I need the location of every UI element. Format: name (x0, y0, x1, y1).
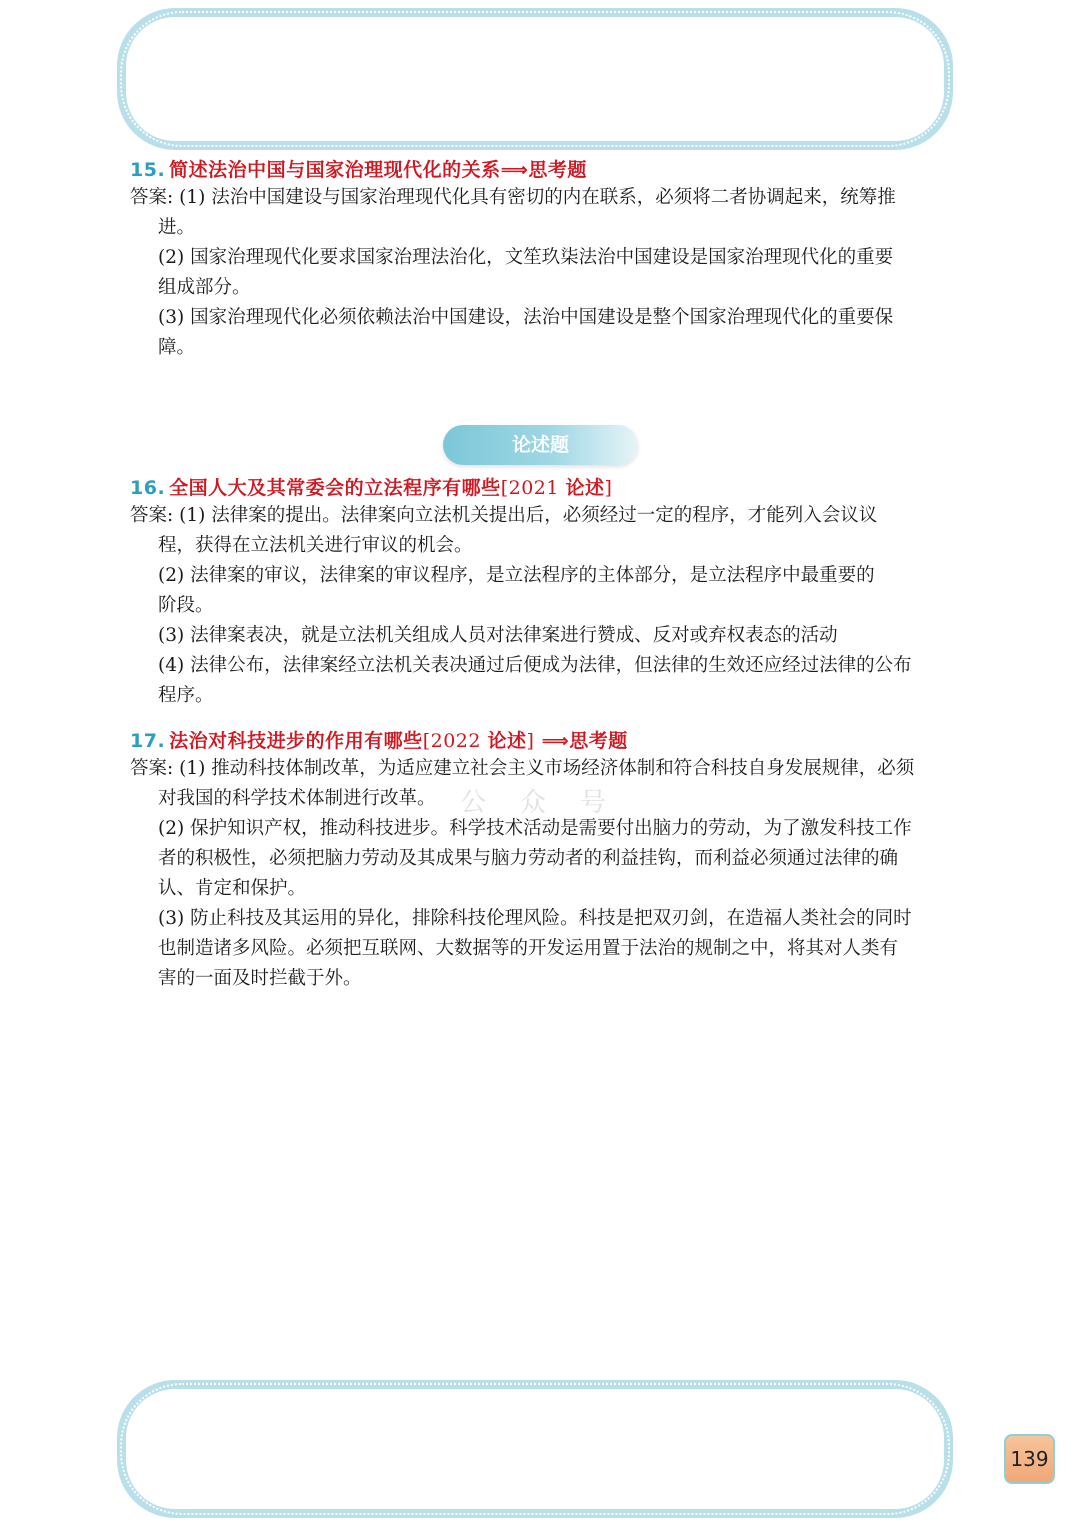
answer-line: (2) 法律案的审议，法律案的审议程序，是立法程序的主体部分，是立法程序中最重要的 (158, 565, 875, 586)
answer-line: 认、肯定和保护。 (158, 878, 307, 899)
answer-line: 进。 (158, 217, 196, 238)
answer-line: 程，获得在立法机关进行审议的机会。 (158, 535, 473, 556)
question-text: 简述法治中国与国家治理现代化的关系⟹思考题 (169, 159, 587, 181)
answer-line: 程序。 (158, 685, 214, 706)
answer-line: 者的积极性，必须把脑力劳动及其成果与脑力劳动者的利益挂钩，而利益必须通过法律的确 (158, 848, 899, 869)
tag-year: [2021 (500, 477, 566, 499)
question-tag (423, 730, 535, 752)
answer-line: 组成部分。 (158, 277, 251, 298)
question-text: 法治对科技进步的作用有哪些 (169, 730, 423, 752)
question-suffix: ⟹思考题 (534, 730, 628, 752)
answer-line: 答案: (1) 法治中国建设与国家治理现代化具有密切的内在联系，必须将二者协调起来，统筹推 (130, 187, 896, 208)
answer-line: 也制造诸多风险。必须把互联网、大数据等的开发运用置于法治的规制之中，将其对人类有 (158, 938, 899, 959)
question-16-title (130, 473, 612, 500)
section-header-essay: 论述题 (443, 425, 638, 465)
answer-line: 答案: (1) 法律案的提出。法律案向立法机关提出后，必须经过一定的程序，才能列入会议议 (130, 505, 878, 526)
answer-line: 害的一面及时拦截于外。 (158, 968, 362, 989)
question-tag (501, 477, 613, 499)
tag-year: [2022 (422, 730, 488, 752)
answer-line: (3) 法律案表决，就是立法机关组成人员对法律案进行赞成、反对或弃权表态的活动 (158, 625, 838, 646)
question-text: 全国人大及其常委会的立法程序有哪些 (169, 477, 501, 499)
question-number: 16. (130, 477, 166, 499)
decorative-frame-bottom (117, 1380, 953, 1518)
question-number: 15. (130, 159, 166, 181)
page-number: 139 (1004, 1434, 1055, 1484)
answer-line: (4) 法律公布，法律案经立法机关表决通过后便成为法律，但法律的生效还应经过法律的公布 (158, 655, 912, 676)
question-number: 17. (130, 730, 166, 752)
answer-line: (2) 保护知识产权，推动科技进步。科学技术活动是需要付出脑力的劳动，为了激发科技工作 (158, 818, 912, 839)
answer-line: (3) 国家治理现代化必须依赖法治中国建设，法治中国建设是整个国家治理现代化的重要保 (158, 307, 894, 328)
tag-type: 论述 (565, 477, 605, 499)
decorative-frame-top (117, 8, 953, 150)
question-15-title (130, 155, 587, 182)
watermark: 公众号 (460, 788, 641, 818)
tag-close: ] (526, 730, 535, 752)
answer-line: (3) 防止科技及其运用的异化，排除科技伦理风险。科技是把双刃剑，在造福人类社会的同时 (158, 908, 912, 929)
answer-line: 答案: (1) 推动科技体制改革，为适应建立社会主义市场经济体制和符合科技自身发展规律，必须 (130, 758, 915, 779)
question-17-title (130, 726, 628, 753)
answer-line: 阶段。 (158, 595, 214, 616)
tag-close: ] (604, 477, 613, 499)
tag-type: 论述 (487, 730, 527, 752)
answer-line: 对我国的科学技术体制进行改革。 (158, 788, 436, 809)
answer-line: 障。 (158, 337, 196, 358)
question-16-answer (130, 501, 960, 711)
question-15-answer (130, 183, 960, 363)
answer-line: (2) 国家治理现代化要求国家治理法治化，文笙玖柒法治中国建设是国家治理现代化的重要 (158, 247, 894, 268)
